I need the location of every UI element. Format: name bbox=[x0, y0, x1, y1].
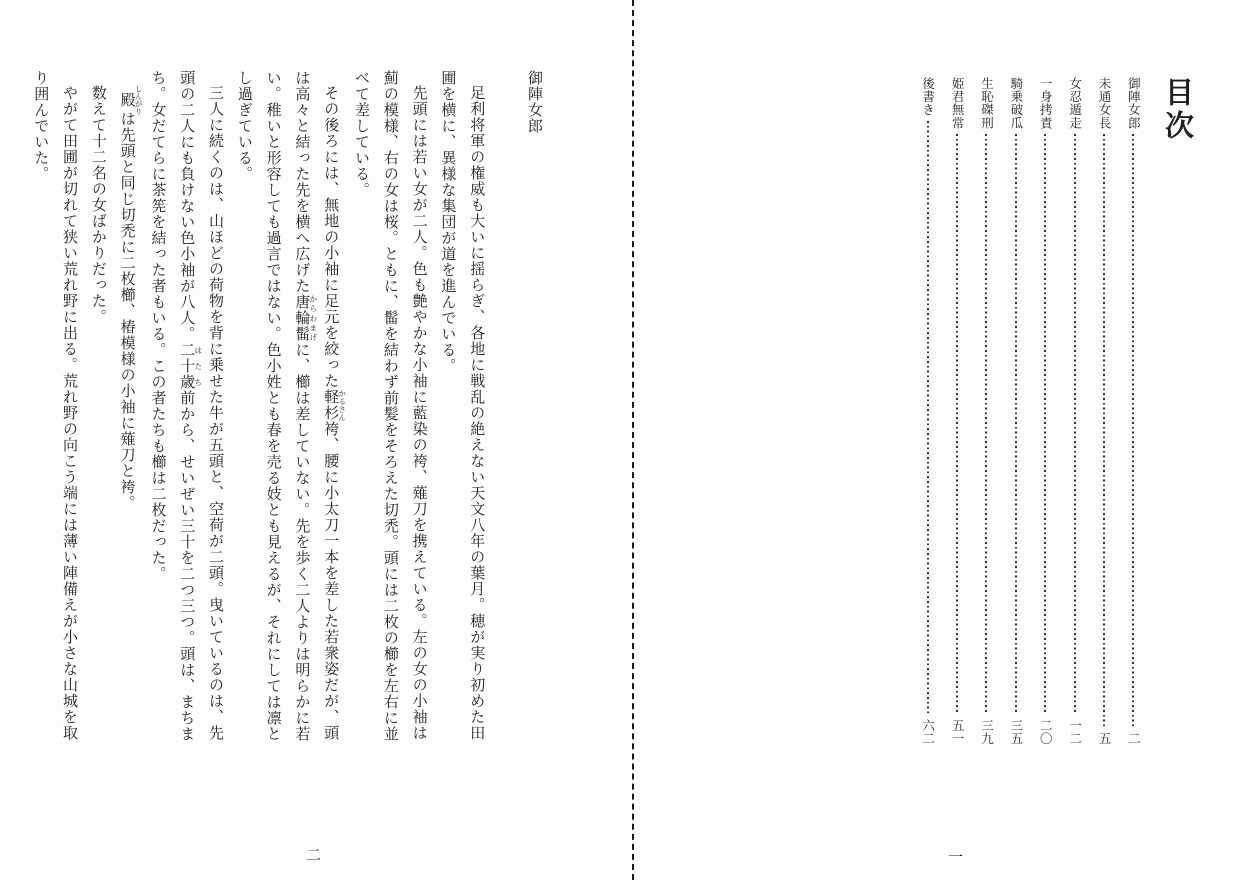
toc-entry-title: 後書き bbox=[920, 77, 935, 117]
toc-entry bbox=[1119, 77, 1148, 745]
toc-dot-leader bbox=[1103, 134, 1105, 727]
toc-entry-title: 未通女長 bbox=[1097, 77, 1112, 130]
toc-title: 目次 bbox=[1161, 77, 1193, 143]
story-paragraph: 足利将軍の権威も大いに揺らぎ、各地に戦乱の絶えない天文八年の葉月。穂が実り初めた田圃を横に、異様な集団が道を進んでいる。 bbox=[439, 70, 485, 741]
toc-entry bbox=[1001, 77, 1030, 745]
story-text bbox=[24, 70, 548, 746]
story-paragraph: 三人に続くのは、山ほどの荷物を背に乗せた牛が五頭と、空荷が二頭。曳いているのは、先頭の二人にも負けない色小袖が八人。二十歳 はたち前から、せいぜい三十を二つ三つ。頭は、まちまち。女だてらに茶筅を結った者もいる。この者たちも櫛は二枚だった。 bbox=[149, 70, 224, 742]
toc-entry-title: 生恥磔刑 bbox=[979, 77, 994, 130]
toc-entry-title: 騎乗破瓜 bbox=[1008, 77, 1023, 130]
toc-entry-page-number: 五 bbox=[1097, 731, 1112, 745]
toc-entry-page-number: 五一 bbox=[950, 718, 965, 745]
page-fold-dashed-line bbox=[632, 0, 634, 880]
toc-entry bbox=[1060, 77, 1089, 745]
toc-entry-page-number: 一二 bbox=[1067, 718, 1082, 745]
toc-dot-leader bbox=[1074, 134, 1076, 714]
toc-dot-leader bbox=[1044, 134, 1046, 714]
toc-entry-title: 女忍遁走 bbox=[1067, 77, 1082, 130]
left-page-number: 二 bbox=[306, 848, 322, 864]
toc-dot-leader bbox=[1132, 134, 1134, 727]
chapter-title: 御陣女郎 bbox=[526, 70, 542, 134]
toc-entry bbox=[942, 77, 971, 745]
toc-entry bbox=[1089, 77, 1118, 745]
toc-entry bbox=[972, 77, 1001, 745]
right-page-number: 一 bbox=[948, 850, 964, 866]
furigana-ruby: 二十歳 はたち bbox=[178, 342, 203, 390]
story-paragraph: その後ろには、無地の小袖に足元を絞った軽杉 かるさん袴、腰に小太刀一本を差した若衆姿だが、頭は高々と結った先を横へ広げた唐輪髷 からわまげに、櫛は差していない。先を歩く二人よりは明らかに若い。稚いと形容しても過言ではない。色小姓とも春を売る妓とも見えるが、それにしては凛とし過ぎている。 bbox=[235, 70, 347, 742]
toc-entry-title: 御陣女郎 bbox=[1126, 77, 1141, 130]
toc-dot-leader bbox=[1015, 134, 1017, 714]
furigana-ruby: 殿 しんがり bbox=[118, 85, 144, 115]
furigana-ruby: 唐輪髷 からわまげ bbox=[293, 294, 318, 342]
story-paragraph: 殿 しんがりは先頭と同じ切禿に二枚櫛、椿模様の小袖に薙刀と袴。 bbox=[118, 85, 144, 511]
toc-entry-page-number: 三五 bbox=[1008, 718, 1023, 745]
toc-entry-page-number: 二〇 bbox=[1038, 718, 1053, 745]
story-paragraph: 数えて十二名の女ばかりだった。 bbox=[89, 85, 106, 325]
toc-dot-leader bbox=[927, 121, 929, 714]
furigana-ruby: 軽杉 かるさん bbox=[322, 389, 347, 421]
toc-entry-page-number: 三九 bbox=[979, 718, 994, 745]
toc-entry-list bbox=[913, 77, 1148, 745]
toc-entry-page-number: 六二 bbox=[920, 718, 935, 745]
story-paragraph: 先頭には若い女が二人。色も艶やかな小袖に藍染の袴、薙刀を携えている。左の女の小袖は薊の模様、右の女は桜。ともに、髷を結わず前髪をそろえた切禿。頭には二枚の櫛を左右に並べて差している。 bbox=[353, 70, 427, 742]
toc-entry bbox=[913, 77, 942, 745]
toc-entry-page-number: 二 bbox=[1126, 731, 1141, 745]
story-paragraph: やがて田圃が切れて狭い荒れ野に出る。荒れ野の向こう端には薄い陣備えが小さな山城を取り囲んでいた。 bbox=[32, 70, 78, 741]
toc-entry bbox=[1031, 77, 1060, 745]
table-of-contents bbox=[913, 77, 1192, 745]
toc-dot-leader bbox=[956, 134, 958, 714]
toc-dot-leader bbox=[985, 134, 987, 714]
toc-entry-title: 一身拷責 bbox=[1038, 77, 1053, 130]
toc-entry-title: 姫君無常 bbox=[950, 77, 965, 130]
